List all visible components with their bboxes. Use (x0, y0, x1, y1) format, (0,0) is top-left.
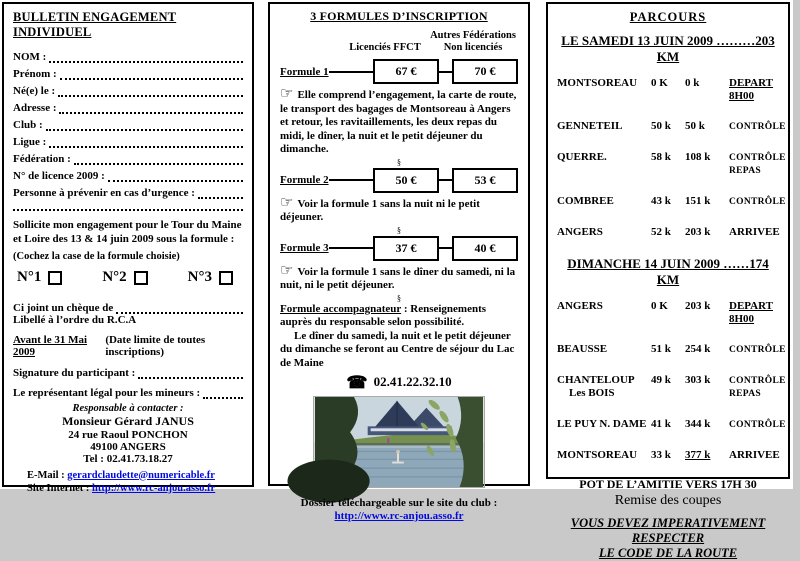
contact-tel: Tel : 02.41.73.18.27 (83, 452, 173, 465)
stage-row (555, 77, 781, 103)
formule-3-checkbox (219, 271, 233, 285)
field-federation (13, 148, 243, 165)
stage-note: CONTRÔLE REPAS (729, 376, 786, 399)
phone-row (280, 373, 518, 393)
stage-row (555, 418, 786, 432)
connector-line (329, 71, 373, 73)
connector-line (439, 247, 452, 249)
dotted-line (13, 199, 243, 211)
dotted-line (108, 170, 243, 182)
formule-1-label: Formule 1 (280, 65, 329, 78)
stage-note: CONTRÔLE (729, 197, 786, 207)
field-cheque (13, 297, 243, 314)
formule-3-row (280, 235, 518, 262)
field-label: Ligue : (13, 136, 47, 148)
autres-column-header (428, 30, 518, 54)
stage-cumulative: 151 k (685, 195, 711, 207)
formule-2-row (280, 167, 518, 194)
stage-row (555, 195, 786, 209)
stage-cumulative: 0 k (685, 77, 700, 89)
dossier-text: Dossier téléchargeable sur le site du club : (300, 497, 498, 509)
stage-distance: 52 k (651, 226, 671, 238)
field-licence (13, 165, 243, 182)
autres-header-line1: Autres Fédérations (430, 30, 516, 41)
registration-form-panel (2, 2, 254, 494)
formule-2-checkbox (134, 271, 148, 285)
stage-city-line2: Les BOIS (569, 387, 615, 399)
note-text: Voir la formule 1 sans la nuit ni le petit déjeuner. (280, 197, 480, 223)
libelle-text: Libellé à l’ordre du R.C.A (13, 314, 137, 326)
deadline-date: Avant le 31 Mai 2009 (13, 333, 88, 358)
deadline-note: (Date limite de toutes inscriptions) (105, 333, 206, 358)
stage-city (555, 374, 651, 401)
connector-line (329, 247, 373, 249)
stage-note: DEPART 8H00 (729, 300, 774, 325)
field-urgence-line2 (13, 199, 243, 216)
dotted-line (58, 85, 243, 97)
stage-row (555, 374, 786, 401)
formule-2-price-autres: 53 € (452, 168, 518, 193)
stage-city: LE PUY N. DAME (557, 418, 647, 430)
contact-city: 49100 ANGERS (90, 440, 166, 453)
dotted-line (74, 153, 243, 165)
stage-cumulative: 344 k (685, 418, 711, 430)
formule-2-label: N°2 (102, 269, 127, 285)
stage-city: ANGERS (557, 300, 603, 312)
engagement-statement: Sollicite mon engagement pour le Tour du Maine et Loire des 13 & 14 juin 2009 sous la formule : (13, 219, 242, 245)
formule-1-price-autres: 70 € (452, 59, 518, 84)
stage-cumulative: 303 k (685, 374, 711, 386)
website-row (13, 483, 243, 494)
formule-3-price-autres: 40 € (452, 236, 518, 261)
stage-city: MONTSOREAU (557, 77, 638, 89)
club-website-link[interactable]: http://www.rc-anjou.asso.fr (92, 482, 216, 494)
stage-distance: 0 K (651, 300, 668, 312)
field-label: Fédération : (13, 153, 71, 165)
field-adresse (13, 97, 243, 114)
dotted-line (138, 367, 243, 379)
dotted-line (60, 68, 243, 80)
header-spacer (280, 30, 342, 54)
parcours-panel (546, 2, 790, 560)
connector-line (329, 179, 373, 181)
sunday-stages (555, 300, 786, 462)
pointing-hand-icon: ☞ (280, 194, 294, 211)
field-signature (13, 362, 243, 379)
stage-row (555, 226, 781, 239)
stage-city: QUERRE. (557, 151, 607, 163)
accompagnateur-label: Formule accompagnateur (280, 302, 402, 315)
field-prenom (13, 63, 243, 80)
formules-title: 3 FORMULES D’INSCRIPTION (310, 9, 488, 23)
stage-note: DEPART 8H00 (729, 77, 774, 102)
sunday-title: DIMANCHE 14 JUIN 2009 ……174 KM (567, 256, 769, 287)
diner-info: Le dîner du samedi, la nuit et le petit déjeuner du dimanche se feront au Centre de séjour du Lac de Maine (280, 329, 515, 369)
warning-line: VOUS DEVEZ IMPERATIVEMENT (570, 516, 766, 530)
stage-city: COMBREE (557, 195, 614, 207)
field-label: Ci joint un chèque de (13, 302, 114, 314)
field-label: NOM : (13, 51, 47, 63)
autres-header-line2: Non licenciés (443, 42, 503, 53)
formule-1-choice (17, 269, 62, 286)
lac-de-maine-photo (313, 396, 485, 488)
formule-3-note (280, 262, 518, 293)
note-text: Elle comprend l’engagement, la carte de route, le transport des bagages de Montsoreau à Angers et retour, les ravitaillements, les deux repas du midi, le dîner, la nuit et le petit déjeuner du dimanche. (280, 89, 517, 155)
section-separator: § (397, 157, 401, 167)
formule-2-label: Formule 2 (280, 174, 329, 186)
stage-city: GENNETEIL (557, 120, 623, 132)
field-ligue (13, 131, 243, 148)
stage-city-line1: CHANTELOUP (557, 374, 635, 386)
field-urgence (13, 182, 243, 199)
stage-row (555, 343, 786, 357)
form-title: BULLETIN ENGAGEMENT INDIVIDUEL (13, 10, 177, 39)
section-separator: § (397, 293, 401, 303)
field-label: Club : (13, 119, 43, 131)
deadline-row (13, 334, 243, 358)
formule-choice-row (17, 269, 233, 286)
stage-row (555, 300, 781, 326)
stage-city: BEAUSSE (557, 343, 608, 355)
field-label: Adresse : (13, 102, 57, 114)
responsable-heading: Responsable à contacter : (72, 402, 184, 414)
stage-row (555, 449, 781, 462)
stage-note: CONTRÔLE (729, 122, 786, 132)
pointing-hand-icon: ☞ (280, 86, 294, 102)
stage-distance: 49 k (651, 374, 671, 386)
connector-line (439, 71, 452, 73)
stage-distance: 43 k (651, 195, 671, 207)
formule-3-label: Formule 3 (280, 242, 329, 254)
stage-note: CONTRÔLE (729, 345, 786, 355)
field-club (13, 114, 243, 131)
stage-note: CONTRÔLE REPAS (729, 153, 786, 176)
stage-note: CONTRÔLE (729, 420, 786, 430)
code-route-warning (555, 516, 781, 561)
stage-note: ARRIVEE (729, 449, 780, 461)
formule-1-row (280, 58, 518, 85)
email-link[interactable]: gerardclaudette@numericable.fr (67, 469, 215, 481)
field-label: Le représentant légal pour les mineurs : (13, 386, 201, 399)
formule-1-price-ffct: 67 € (373, 59, 439, 84)
contact-block (13, 414, 243, 465)
dotted-line (198, 187, 243, 199)
stage-cumulative: 203 k (685, 300, 711, 312)
contact-name: Monsieur Gérard JANUS (62, 413, 194, 428)
formule-2-choice (102, 269, 147, 286)
dossier-link[interactable]: http://www.rc-anjou.asso.fr (334, 510, 464, 522)
email-row (13, 470, 243, 481)
website-label: Site Internet : (27, 482, 90, 494)
stage-distance: 33 k (651, 449, 671, 461)
saturday-stages (555, 77, 786, 239)
warning-line: LE CODE DE LA ROUTE (598, 546, 738, 560)
dotted-line (116, 302, 243, 314)
formule-3-price-ffct: 37 € (373, 236, 439, 261)
formule-2-price-ffct: 50 € (373, 168, 439, 193)
field-label: N° de licence 2009 : (13, 170, 105, 182)
formule-1-label: N°1 (17, 269, 42, 285)
phone-number: 02.41.22.32.10 (373, 374, 452, 389)
stage-cumulative: 254 k (685, 343, 711, 355)
stage-note: ARRIVEE (729, 226, 780, 238)
field-nom (13, 46, 243, 63)
warning-line: RESPECTER (631, 531, 705, 545)
remise-coupes-text: Remise des coupes (614, 493, 722, 508)
stage-city: MONTSOREAU (557, 449, 638, 461)
stage-row (555, 120, 786, 134)
accompagnateur-text: : Renseignements auprès du responsable selon possibilité. (280, 302, 487, 328)
stage-cumulative: 377 k (685, 449, 711, 461)
field-representant (13, 382, 243, 399)
field-ne-le (13, 80, 243, 97)
field-label: Personne à prévenir en cas d’urgence : (13, 187, 195, 199)
field-label: Né(e) le : (13, 85, 56, 97)
parcours-title: PARCOURS (629, 10, 707, 24)
saturday-title: LE SAMEDI 13 JUIN 2009 ………203 KM (561, 33, 775, 64)
stage-distance: 50 k (651, 120, 671, 132)
formule-accompagnateur (280, 303, 518, 330)
stage-distance: 51 k (651, 343, 671, 355)
formules-panel (268, 2, 530, 522)
price-column-headers (280, 30, 518, 54)
stage-cumulative: 50 k (685, 120, 705, 132)
ffct-column-header: Licenciés FFCT (349, 42, 421, 53)
cochez-note: (Cochez la case de la formule choisie) (13, 251, 180, 262)
formule-1-checkbox (48, 271, 62, 285)
phone-icon: ☎ (346, 373, 368, 392)
section-separator: § (397, 225, 401, 235)
photo-container (280, 396, 518, 493)
stage-city: ANGERS (557, 226, 603, 238)
stage-cumulative: 203 k (685, 226, 711, 238)
field-label: Prénom : (13, 68, 57, 80)
stage-row (555, 151, 786, 178)
dotted-line (59, 102, 243, 114)
pot-amitie-text: POT DE L’AMITIE VERS 17H 30 (579, 477, 757, 491)
contact-street: 24 rue Raoul PONCHON (68, 428, 188, 441)
stage-distance: 0 K (651, 77, 668, 89)
stage-cumulative: 108 k (685, 151, 711, 163)
dotted-line (49, 51, 243, 63)
dotted-line (203, 387, 243, 399)
dotted-line (46, 119, 243, 131)
note-text: Voir la formule 1 sans le dîner du samedi, ni la nuit, ni le petit déjeuner. (280, 265, 516, 291)
formule-3-choice (188, 269, 233, 286)
field-label: Signature du participant : (13, 366, 136, 379)
formule-3-label: N°3 (187, 269, 212, 285)
pointing-hand-icon: ☞ (280, 262, 294, 279)
stage-distance: 58 k (651, 151, 671, 163)
formule-1-note (280, 88, 518, 157)
dotted-line (49, 136, 243, 148)
formule-2-note (280, 194, 518, 225)
connector-line (439, 179, 452, 181)
email-label: E-Mail : (27, 469, 65, 481)
stage-distance: 41 k (651, 418, 671, 430)
